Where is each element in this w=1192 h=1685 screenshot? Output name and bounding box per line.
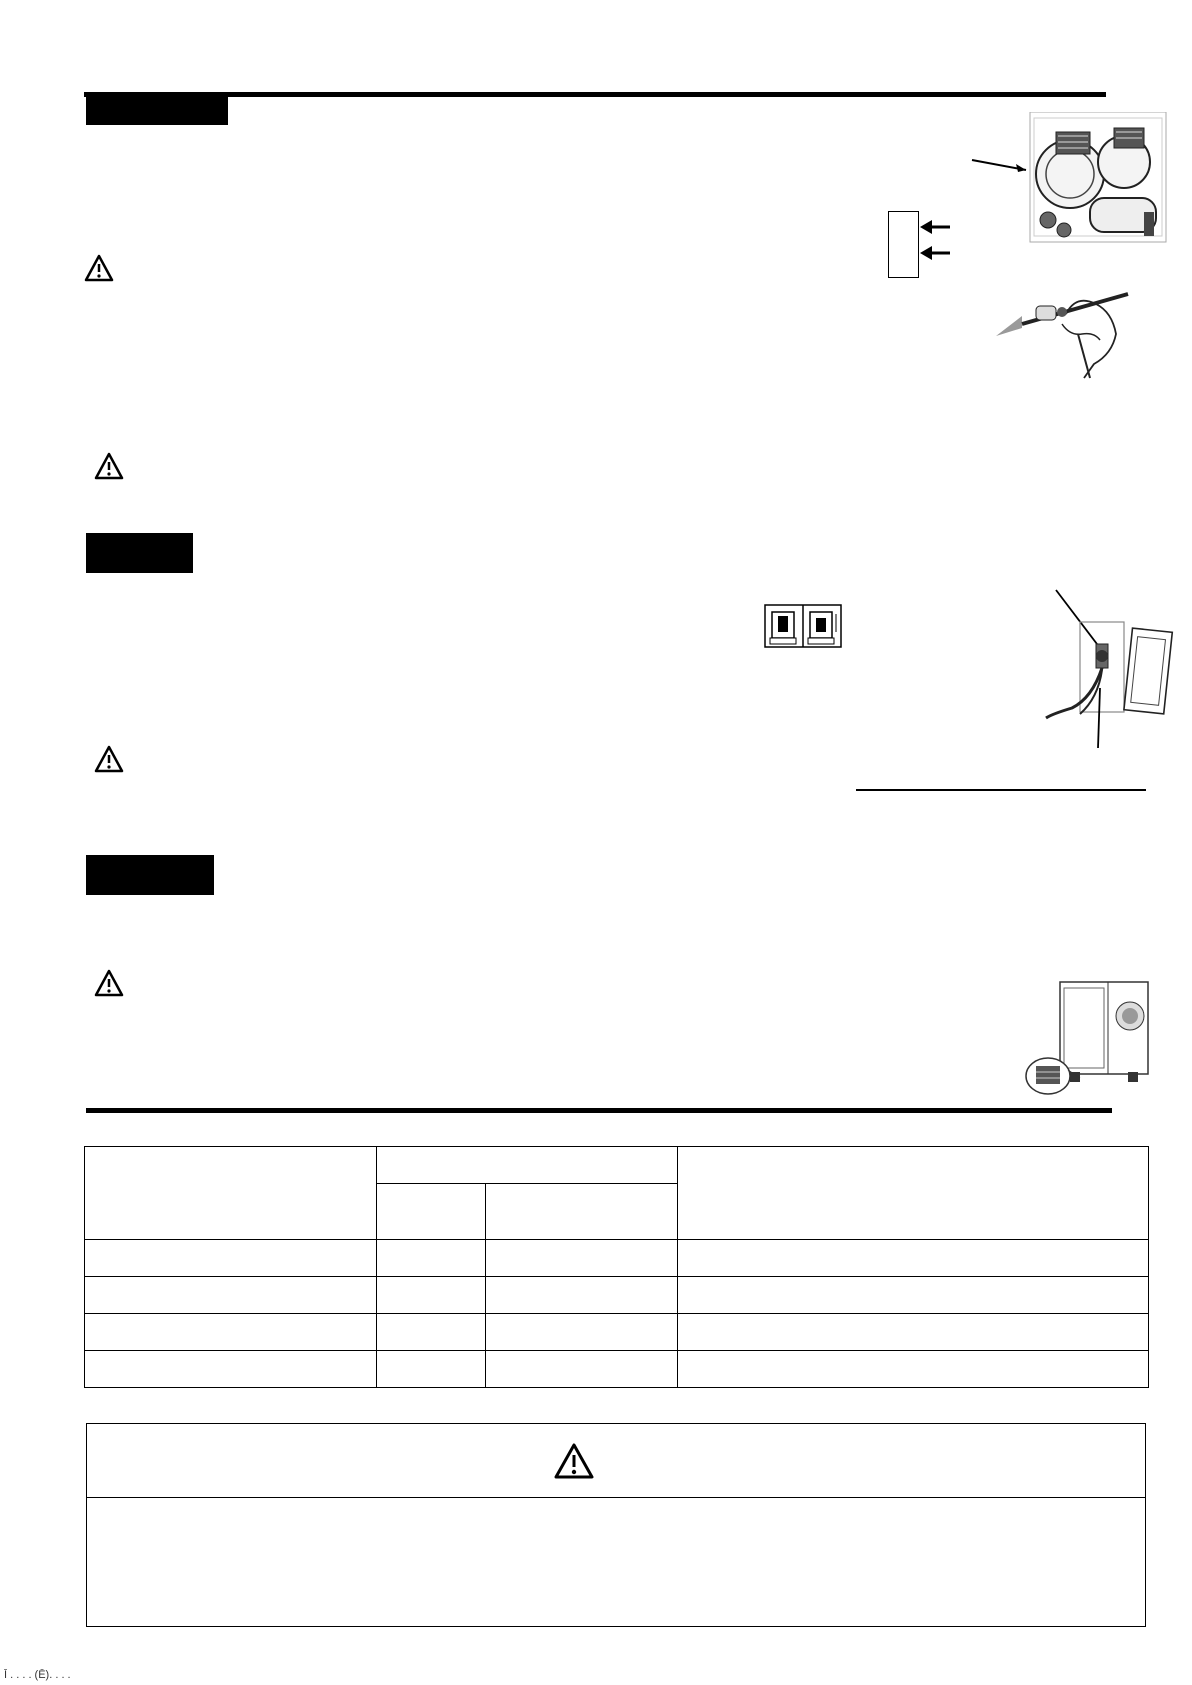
table-cell — [377, 1351, 486, 1388]
table-cell — [85, 1314, 377, 1351]
warning-triangle-icon — [94, 452, 124, 480]
table-subheader-cell — [377, 1184, 486, 1240]
footer-text: Ī . . . . (Ē). . . . — [4, 1669, 71, 1681]
table-row — [85, 1314, 1149, 1351]
table-cell — [85, 1351, 377, 1388]
table-header-cell — [377, 1147, 678, 1184]
table-cell — [486, 1351, 678, 1388]
bottom-rule — [86, 1108, 1112, 1113]
table-header-row — [85, 1147, 1149, 1184]
warning-triangle-icon — [553, 1442, 595, 1480]
pointer-line — [970, 158, 1030, 174]
compressor-illustration — [1000, 112, 1168, 248]
section-3-heading-tab — [86, 855, 214, 895]
table-cell — [85, 1240, 377, 1277]
table-header-cell — [678, 1147, 1149, 1240]
table-subheader-cell — [486, 1184, 678, 1240]
table-row — [85, 1240, 1149, 1277]
table-row — [85, 1351, 1149, 1388]
table-cell — [85, 1277, 377, 1314]
cabinet-foot-illustration — [1024, 980, 1150, 1098]
section-2-heading-tab — [86, 533, 193, 573]
top-rule — [84, 92, 1106, 97]
arrow-left-icon — [920, 220, 952, 234]
label-box — [888, 211, 919, 278]
table-cell — [377, 1277, 486, 1314]
table-cell — [486, 1314, 678, 1351]
table-cell — [486, 1240, 678, 1277]
table-cell — [377, 1240, 486, 1277]
table-cell — [678, 1351, 1149, 1388]
caution-box — [86, 1423, 1146, 1627]
table-row — [85, 1277, 1149, 1314]
arrow-left-icon — [920, 246, 952, 260]
warning-triangle-icon — [94, 745, 124, 773]
table-header-cell — [85, 1147, 377, 1240]
table-cell — [486, 1277, 678, 1314]
table-cell — [678, 1314, 1149, 1351]
warning-triangle-icon — [94, 969, 124, 997]
table-cell — [678, 1277, 1149, 1314]
power-cord-illustration — [1040, 588, 1180, 754]
airbrush-illustration — [996, 286, 1136, 380]
caution-box-header — [87, 1424, 1145, 1498]
table-cell — [377, 1314, 486, 1351]
section-1-heading-tab — [86, 97, 228, 125]
warning-triangle-icon — [84, 254, 114, 282]
spec-table — [84, 1146, 1149, 1388]
thin-rule — [856, 789, 1146, 791]
switch-icon — [764, 604, 842, 648]
table-cell — [678, 1240, 1149, 1277]
